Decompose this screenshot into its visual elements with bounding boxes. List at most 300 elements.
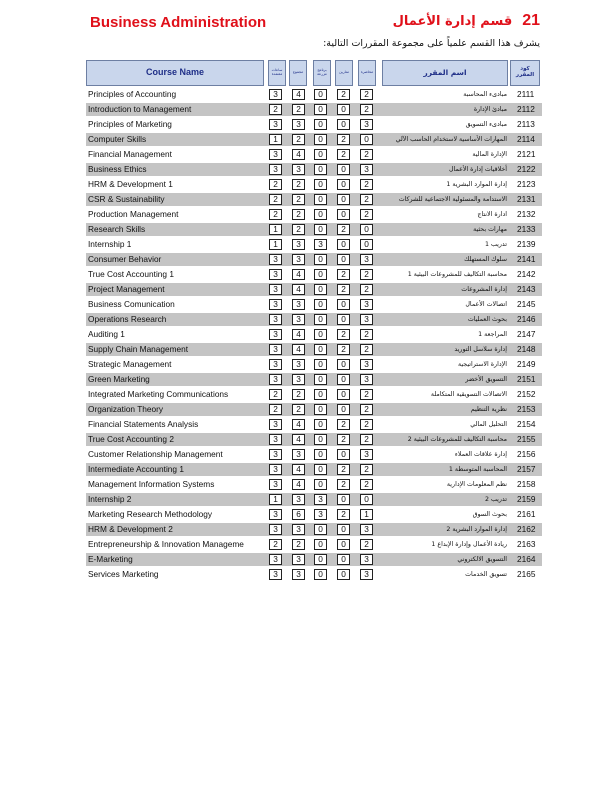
hours-tutorial: 0 xyxy=(337,164,350,175)
hours-total: 4 xyxy=(292,419,305,430)
hours-tutorial: 0 xyxy=(337,359,350,370)
course-name-ar: التسويق الأخضر xyxy=(465,376,507,383)
hours-lab: 0 xyxy=(314,434,327,445)
course-code: 2145 xyxy=(517,299,536,309)
hours-credits: 1 xyxy=(269,239,282,250)
hours-lab: 0 xyxy=(314,389,327,400)
course-name-ar: التحليل المالي xyxy=(470,421,507,428)
hours-tutorial: 0 xyxy=(337,449,350,460)
course-code: 2161 xyxy=(517,509,536,519)
hours-total: 4 xyxy=(292,344,305,355)
hours-lecture: 3 xyxy=(360,254,373,265)
course-name-ar: مهارات بحثية xyxy=(473,226,507,233)
course-name-ar: اتصالات الأعمال xyxy=(465,301,507,308)
course-name-ar: تدريب 2 xyxy=(484,496,507,503)
table-row xyxy=(86,507,542,522)
hours-lecture: 2 xyxy=(360,389,373,400)
table-row xyxy=(86,387,542,402)
hours-lab: 0 xyxy=(314,374,327,385)
hours-tutorial: 2 xyxy=(337,89,350,100)
course-name-ar: الاستدامة والمسئولية الاجتماعية للشركات xyxy=(398,196,507,203)
course-code: 2121 xyxy=(517,149,536,159)
hours-lab: 0 xyxy=(314,464,327,475)
hours-lab: 0 xyxy=(314,224,327,235)
course-code: 2143 xyxy=(517,284,536,294)
hours-lecture: 3 xyxy=(360,524,373,535)
hours-total: 2 xyxy=(292,134,305,145)
hours-lab: 0 xyxy=(314,479,327,490)
hours-total: 3 xyxy=(292,449,305,460)
course-name-ar: نظرية التنظيم xyxy=(470,406,507,413)
course-code: 2151 xyxy=(517,374,536,384)
hours-lecture: 3 xyxy=(360,554,373,565)
course-code: 2155 xyxy=(517,434,536,444)
hours-lecture: 2 xyxy=(360,419,373,430)
hours-total: 2 xyxy=(292,539,305,550)
page-title: Business Administration xyxy=(90,14,267,31)
course-code: 2153 xyxy=(517,404,536,414)
hours-lab: 0 xyxy=(314,404,327,415)
hours-tutorial: 0 xyxy=(337,374,350,385)
hours-lecture: 2 xyxy=(360,329,373,340)
hours-lecture: 3 xyxy=(360,359,373,370)
course-code: 2141 xyxy=(517,254,536,264)
hours-total: 3 xyxy=(292,119,305,130)
table-row xyxy=(86,417,542,432)
hours-lecture: 2 xyxy=(360,209,373,220)
course-name-en: Principles of Accounting xyxy=(88,89,177,99)
course-name-en: CSR & Sustainability xyxy=(88,194,165,204)
table-row xyxy=(86,162,542,177)
hours-total: 4 xyxy=(292,89,305,100)
course-name-ar: إدارة علاقات العملاء xyxy=(454,451,507,458)
hours-lecture: 0 xyxy=(360,134,373,145)
hours-lab: 0 xyxy=(314,524,327,535)
hours-lecture: 2 xyxy=(360,479,373,490)
hours-tutorial: 0 xyxy=(337,239,350,250)
hours-lab: 0 xyxy=(314,179,327,190)
header-course-name: Course Name xyxy=(86,60,264,86)
course-name-en: Internship 1 xyxy=(88,239,132,249)
table-row xyxy=(86,192,542,207)
course-code: 2147 xyxy=(517,329,536,339)
table-row xyxy=(86,462,542,477)
course-name-en: Principles of Marketing xyxy=(88,119,172,129)
hours-lab: 0 xyxy=(314,449,327,460)
course-name-en: Services Marketing xyxy=(88,569,159,579)
course-name-ar: إدارة الموارد البشرية 1 xyxy=(446,181,507,188)
course-name-en: Management Information Systems xyxy=(88,479,215,489)
hours-tutorial: 0 xyxy=(337,494,350,505)
course-name-ar: تسويق الخدمات xyxy=(465,571,507,578)
course-name-ar: محاسبة التكاليف للمشروعات البيئية 1 xyxy=(407,271,507,278)
hours-lab: 0 xyxy=(314,554,327,565)
course-code: 2154 xyxy=(517,419,536,429)
hours-lecture: 2 xyxy=(360,149,373,160)
course-name-en: Computer Skills xyxy=(88,134,147,144)
course-name-ar: تدريب 1 xyxy=(484,241,507,248)
hours-lab: 0 xyxy=(314,299,327,310)
header-total: مجموع xyxy=(289,60,307,86)
hours-lab: 3 xyxy=(314,494,327,505)
hours-lecture: 2 xyxy=(360,404,373,415)
hours-total: 4 xyxy=(292,434,305,445)
course-code: 2112 xyxy=(517,104,535,114)
hours-tutorial: 0 xyxy=(337,104,350,115)
hours-credits: 3 xyxy=(269,89,282,100)
course-name-en: Operations Research xyxy=(88,314,167,324)
course-name-en: Intermediate Accounting 1 xyxy=(88,464,184,474)
hours-tutorial: 2 xyxy=(337,479,350,490)
hours-total: 2 xyxy=(292,404,305,415)
hours-tutorial: 2 xyxy=(337,419,350,430)
table-row xyxy=(86,177,542,192)
hours-lab: 0 xyxy=(314,539,327,550)
course-name-ar: إدارة الموارد البشرية 2 xyxy=(446,526,507,533)
table-row xyxy=(86,87,542,102)
table-row xyxy=(86,567,542,582)
hours-lecture: 2 xyxy=(360,284,373,295)
hours-lab: 0 xyxy=(314,329,327,340)
course-name-en: Financial Management xyxy=(88,149,172,159)
course-name-en: Consumer Behavior xyxy=(88,254,162,264)
hours-lab: 0 xyxy=(314,104,327,115)
hours-tutorial: 2 xyxy=(337,509,350,520)
hours-credits: 3 xyxy=(269,119,282,130)
course-name-ar: بحوث السوق xyxy=(472,511,507,518)
hours-lecture: 3 xyxy=(360,569,373,580)
course-name-ar: مبادىء التسويق xyxy=(465,121,507,128)
course-name-en: Strategic Management xyxy=(88,359,172,369)
hours-tutorial: 0 xyxy=(337,209,350,220)
table-row xyxy=(86,327,542,342)
hours-credits: 3 xyxy=(269,149,282,160)
hours-lab: 0 xyxy=(314,209,327,220)
hours-credits: 2 xyxy=(269,194,282,205)
hours-lab: 0 xyxy=(314,314,327,325)
header-lecture: محاضرة xyxy=(358,60,376,86)
hours-lab: 3 xyxy=(314,239,327,250)
hours-credits: 3 xyxy=(269,554,282,565)
hours-lecture: 2 xyxy=(360,539,373,550)
hours-total: 3 xyxy=(292,299,305,310)
course-name-ar: بحوث العمليات xyxy=(467,316,507,323)
hours-lab: 0 xyxy=(314,134,327,145)
hours-credits: 1 xyxy=(269,494,282,505)
hours-credits: 3 xyxy=(269,509,282,520)
hours-credits: 3 xyxy=(269,269,282,280)
course-name-en: HRM & Development 1 xyxy=(88,179,173,189)
hours-total: 4 xyxy=(292,269,305,280)
hours-lecture: 2 xyxy=(360,464,373,475)
course-code: 2157 xyxy=(517,464,536,474)
hours-lab: 0 xyxy=(314,344,327,355)
hours-total: 2 xyxy=(292,209,305,220)
hours-total: 2 xyxy=(292,104,305,115)
table-row xyxy=(86,132,542,147)
hours-tutorial: 0 xyxy=(337,254,350,265)
hours-total: 3 xyxy=(292,254,305,265)
hours-total: 3 xyxy=(292,524,305,535)
hours-tutorial: 2 xyxy=(337,224,350,235)
hours-credits: 3 xyxy=(269,254,282,265)
hours-lab: 0 xyxy=(314,569,327,580)
hours-tutorial: 0 xyxy=(337,389,350,400)
hours-total: 4 xyxy=(292,329,305,340)
table-row xyxy=(86,432,542,447)
course-name-en: Business Comunication xyxy=(88,299,175,309)
hours-total: 3 xyxy=(292,164,305,175)
table-row xyxy=(86,477,542,492)
course-name-en: Research Skills xyxy=(88,224,146,234)
hours-lecture: 3 xyxy=(360,314,373,325)
hours-total: 2 xyxy=(292,224,305,235)
table-row xyxy=(86,342,542,357)
course-name-en: Production Management xyxy=(88,209,179,219)
hours-lab: 0 xyxy=(314,194,327,205)
hours-lecture: 1 xyxy=(360,509,373,520)
course-name-ar: الاتصالات التسويقية المتكاملة xyxy=(430,391,507,398)
course-name-en: Introduction to Management xyxy=(88,104,192,114)
hours-credits: 3 xyxy=(269,419,282,430)
section-title: قسم إدارة الأعمال xyxy=(392,14,513,29)
hours-total: 4 xyxy=(292,464,305,475)
table-row xyxy=(86,222,542,237)
hours-credits: 2 xyxy=(269,209,282,220)
course-code: 2165 xyxy=(517,569,536,579)
hours-credits: 3 xyxy=(269,449,282,460)
course-code: 2164 xyxy=(517,554,536,564)
table-row xyxy=(86,552,542,567)
hours-lecture: 0 xyxy=(360,224,373,235)
hours-tutorial: 2 xyxy=(337,464,350,475)
table-row xyxy=(86,372,542,387)
hours-total: 3 xyxy=(292,374,305,385)
course-code: 2149 xyxy=(517,359,536,369)
hours-total: 4 xyxy=(292,479,305,490)
course-name-en: True Cost Accounting 2 xyxy=(88,434,174,444)
table-row xyxy=(86,297,542,312)
table-row xyxy=(86,447,542,462)
hours-tutorial: 0 xyxy=(337,194,350,205)
hours-credits: 3 xyxy=(269,374,282,385)
hours-lecture: 2 xyxy=(360,269,373,280)
hours-total: 3 xyxy=(292,569,305,580)
hours-lab: 3 xyxy=(314,509,327,520)
hours-credits: 2 xyxy=(269,104,282,115)
course-code: 2142 xyxy=(517,269,536,279)
course-name-en: Business Ethics xyxy=(88,164,147,174)
course-code: 2158 xyxy=(517,479,536,489)
course-name-ar: التسويق الالكتروني xyxy=(457,556,507,563)
hours-tutorial: 0 xyxy=(337,299,350,310)
course-name-ar: إدارة المشروعات xyxy=(461,286,507,293)
hours-tutorial: 0 xyxy=(337,524,350,535)
hours-lecture: 3 xyxy=(360,374,373,385)
course-name-ar: مبادىء المحاسبة xyxy=(463,91,507,98)
course-name-ar: الإدارة المالية xyxy=(472,151,507,158)
hours-tutorial: 0 xyxy=(337,539,350,550)
hours-tutorial: 0 xyxy=(337,119,350,130)
course-code: 2113 xyxy=(517,119,535,129)
hours-lecture: 2 xyxy=(360,89,373,100)
course-code: 2163 xyxy=(517,539,536,549)
hours-total: 3 xyxy=(292,239,305,250)
table-row xyxy=(86,402,542,417)
course-code: 2122 xyxy=(517,164,536,174)
hours-total: 3 xyxy=(292,359,305,370)
table-row xyxy=(86,207,542,222)
course-code: 2159 xyxy=(517,494,536,504)
hours-lab: 0 xyxy=(314,254,327,265)
course-name-ar: ادارة الانتاج xyxy=(477,211,507,218)
hours-lecture: 2 xyxy=(360,434,373,445)
header-credit-hours: ساعات معتمدة xyxy=(268,60,286,86)
course-name-en: Customer Relationship Management xyxy=(88,449,223,459)
hours-lab: 0 xyxy=(314,284,327,295)
course-code: 2148 xyxy=(517,344,536,354)
hours-credits: 3 xyxy=(269,479,282,490)
hours-tutorial: 2 xyxy=(337,269,350,280)
table-row xyxy=(86,522,542,537)
course-name-en: Green Marketing xyxy=(88,374,150,384)
hours-lab: 0 xyxy=(314,89,327,100)
hours-credits: 3 xyxy=(269,464,282,475)
hours-lecture: 2 xyxy=(360,194,373,205)
table-row xyxy=(86,312,542,327)
hours-credits: 2 xyxy=(269,389,282,400)
hours-credits: 3 xyxy=(269,299,282,310)
hours-tutorial: 0 xyxy=(337,554,350,565)
hours-total: 3 xyxy=(292,554,305,565)
hours-lecture: 2 xyxy=(360,344,373,355)
course-name-en: Marketing Research Methodology xyxy=(88,509,213,519)
header-tutorial: تمارين xyxy=(335,60,353,86)
course-code: 2123 xyxy=(517,179,536,189)
hours-credits: 3 xyxy=(269,359,282,370)
hours-lab: 0 xyxy=(314,119,327,130)
hours-credits: 3 xyxy=(269,314,282,325)
intro-text: يشرف هذا القسم علمياً على مجموعة المقررات التالية: xyxy=(323,38,540,49)
course-name-en: Financial Statements Analysis xyxy=(88,419,199,429)
course-name-en: Project Management xyxy=(88,284,165,294)
hours-lab: 0 xyxy=(314,359,327,370)
hours-total: 2 xyxy=(292,389,305,400)
hours-credits: 3 xyxy=(269,329,282,340)
table-row xyxy=(86,267,542,282)
hours-credits: 3 xyxy=(269,569,282,580)
hours-total: 2 xyxy=(292,194,305,205)
course-name-ar: المهارات الأساسية لاستخدام الحاسب الآلي xyxy=(395,136,507,143)
header-course-code: كود المقرر xyxy=(510,60,540,86)
hours-credits: 1 xyxy=(269,224,282,235)
hours-tutorial: 2 xyxy=(337,149,350,160)
hours-total: 3 xyxy=(292,494,305,505)
hours-total: 4 xyxy=(292,284,305,295)
course-name-ar: مبادئ الإدارة xyxy=(473,106,507,113)
course-code: 2114 xyxy=(517,134,535,144)
course-name-en: E-Marketing xyxy=(88,554,133,564)
course-code: 2133 xyxy=(517,224,536,234)
course-code: 2131 xyxy=(517,194,536,204)
course-name-ar: المراجعة 1 xyxy=(478,331,507,338)
hours-credits: 2 xyxy=(269,179,282,190)
course-name-en: True Cost Accounting 1 xyxy=(88,269,174,279)
table-row xyxy=(86,252,542,267)
hours-credits: 3 xyxy=(269,344,282,355)
hours-lecture: 3 xyxy=(360,119,373,130)
hours-lab: 0 xyxy=(314,149,327,160)
table-row xyxy=(86,237,542,252)
hours-credits: 3 xyxy=(269,164,282,175)
hours-credits: 1 xyxy=(269,134,282,145)
header-lab: برنامج مزرعة xyxy=(313,60,331,86)
hours-lecture: 3 xyxy=(360,299,373,310)
hours-credits: 2 xyxy=(269,404,282,415)
hours-lecture: 3 xyxy=(360,164,373,175)
course-name-ar: نظم المعلومات الإدارية xyxy=(446,481,507,488)
hours-tutorial: 0 xyxy=(337,179,350,190)
course-code: 2111 xyxy=(517,89,535,99)
course-name-en: Auditing 1 xyxy=(88,329,125,339)
hours-lab: 0 xyxy=(314,269,327,280)
course-code: 2162 xyxy=(517,524,536,534)
course-name-ar: سلوك المستهلك xyxy=(464,256,507,263)
course-name-en: Internship 2 xyxy=(88,494,132,504)
hours-lecture: 0 xyxy=(360,239,373,250)
header-arabic-name: اسم المقرر xyxy=(382,60,508,86)
course-name-ar: المحاسبة المتوسطة 1 xyxy=(448,466,507,473)
hours-tutorial: 0 xyxy=(337,314,350,325)
hours-credits: 3 xyxy=(269,524,282,535)
hours-tutorial: 2 xyxy=(337,344,350,355)
hours-tutorial: 2 xyxy=(337,329,350,340)
hours-tutorial: 2 xyxy=(337,134,350,145)
course-name-ar: الإدارة الاستراتيجية xyxy=(458,361,507,368)
course-table xyxy=(86,87,542,582)
hours-lecture: 3 xyxy=(360,449,373,460)
course-code: 2139 xyxy=(517,239,536,249)
course-code: 2156 xyxy=(517,449,536,459)
course-name-ar: أخلاقيات إدارة الأعمال xyxy=(448,166,507,173)
table-row xyxy=(86,537,542,552)
course-name-en: Supply Chain Management xyxy=(88,344,189,354)
table-row xyxy=(86,102,542,117)
hours-total: 3 xyxy=(292,314,305,325)
table-row xyxy=(86,357,542,372)
hours-total: 4 xyxy=(292,149,305,160)
hours-lecture: 2 xyxy=(360,104,373,115)
course-name-ar: ريادة الأعمال وإدارة الإبداع 1 xyxy=(431,541,507,548)
hours-credits: 3 xyxy=(269,284,282,295)
hours-total: 2 xyxy=(292,179,305,190)
table-row xyxy=(86,117,542,132)
course-code: 2132 xyxy=(517,209,536,219)
course-name-en: HRM & Development 2 xyxy=(88,524,173,534)
hours-lab: 0 xyxy=(314,164,327,175)
hours-tutorial: 2 xyxy=(337,284,350,295)
section-header xyxy=(393,12,540,30)
table-row xyxy=(86,282,542,297)
hours-tutorial: 0 xyxy=(337,404,350,415)
hours-lab: 0 xyxy=(314,419,327,430)
hours-lecture: 2 xyxy=(360,179,373,190)
table-row xyxy=(86,492,542,507)
course-name-ar: محاسبة التكاليف للمشروعات البيئية 2 xyxy=(407,436,507,443)
course-name-en: Integrated Marketing Communications xyxy=(88,389,229,399)
course-name-ar: إدارة سلاسل التوريد xyxy=(454,346,507,353)
course-name-en: Organization Theory xyxy=(88,404,164,414)
